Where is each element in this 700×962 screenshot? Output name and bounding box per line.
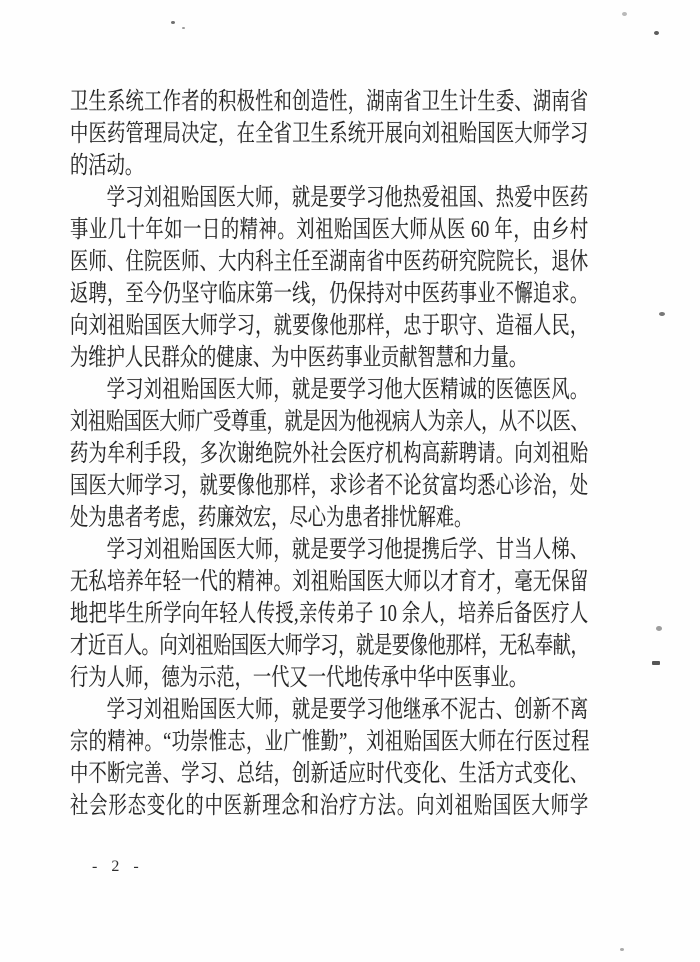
page-number: - 2 - — [92, 858, 144, 875]
text-line: 中不断完善、学习、总结，创新适应时代变化、生活方式变化、 — [70, 761, 589, 787]
scan-speck — [620, 948, 624, 951]
text-line: 才近百人。向刘祖贻国医大师学习，就是要像他那样，无私奉献， — [70, 633, 589, 659]
text-line: 国医大师学习，就要像他那样，求诊者不论贫富均悉心诊治，处 — [70, 473, 589, 499]
text-line: 社会形态变化的中医新理念和治疗方法。向刘祖贻国医大师学 — [70, 793, 589, 819]
text-line: 返聘，至今仍坚守临床第一线，仍保持对中医药事业不懈追求。 — [70, 281, 589, 307]
scan-speck — [656, 626, 662, 631]
scan-speck — [654, 31, 659, 35]
text-line: 事业几十年如一日的精神。刘祖贻国医大师从医 60 年，由乡村 — [70, 217, 589, 243]
text-line: 的活动。 — [70, 153, 144, 179]
text-line: 医师、住院医师、大内科主任至湖南省中医药研究院院长，退休 — [70, 249, 589, 275]
text-line: 向刘祖贻国医大师学习，就要像他那样，忠于职守、造福人民， — [70, 313, 589, 339]
text-line: 学习刘祖贻国医大师，就是要学习他热爱祖国、热爱中医药 — [106, 185, 589, 211]
text-line: 药为牟利手段，多次谢绝院外社会医疗机构高薪聘请。向刘祖贻 — [70, 441, 589, 467]
text-line: 地把毕生所学向年轻人传授,亲传弟子 10 余人，培养后备医疗人 — [70, 601, 589, 627]
text-line: 处为患者考虑，药廉效宏，尽心为患者排忧解难。 — [70, 505, 473, 531]
scan-speck — [622, 12, 627, 16]
text-line: 卫生系统工作者的积极性和创造性，湖南省卫生计生委、湖南省 — [70, 89, 589, 115]
text-line: 学习刘祖贻国医大师，就是要学习他大医精诚的医德医风。 — [106, 377, 589, 403]
scan-speck — [652, 661, 660, 665]
text-line: 无私培养年轻一代的精神。刘祖贻国医大师以才育才，毫无保留 — [70, 569, 589, 595]
text-line: 中医药管理局决定，在全省卫生系统开展向刘祖贻国医大师学习 — [70, 121, 589, 147]
text-line: 学习刘祖贻国医大师，就是要学习他提携后学、甘当人梯、 — [106, 537, 589, 563]
text-line: 行为人师，德为示范，一代又一代地传承中华中医事业。 — [70, 665, 528, 691]
text-line: 学习刘祖贻国医大师，就是要学习他继承不泥古、创新不离 — [106, 697, 589, 723]
scan-speck — [659, 312, 665, 316]
document-body-text — [70, 86, 588, 822]
scan-speck — [171, 21, 175, 24]
text-line: 宗的精神。“功崇惟志，业广惟勤”，刘祖贻国医大师在行医过程 — [70, 729, 589, 755]
scan-speck — [182, 27, 185, 29]
text-line: 为维护人民群众的健康、为中医药事业贡献智慧和力量。 — [70, 345, 528, 371]
text-line: 刘祖贻国医大师广受尊重，就是因为他视病人为亲人，从不以医、 — [70, 409, 589, 435]
